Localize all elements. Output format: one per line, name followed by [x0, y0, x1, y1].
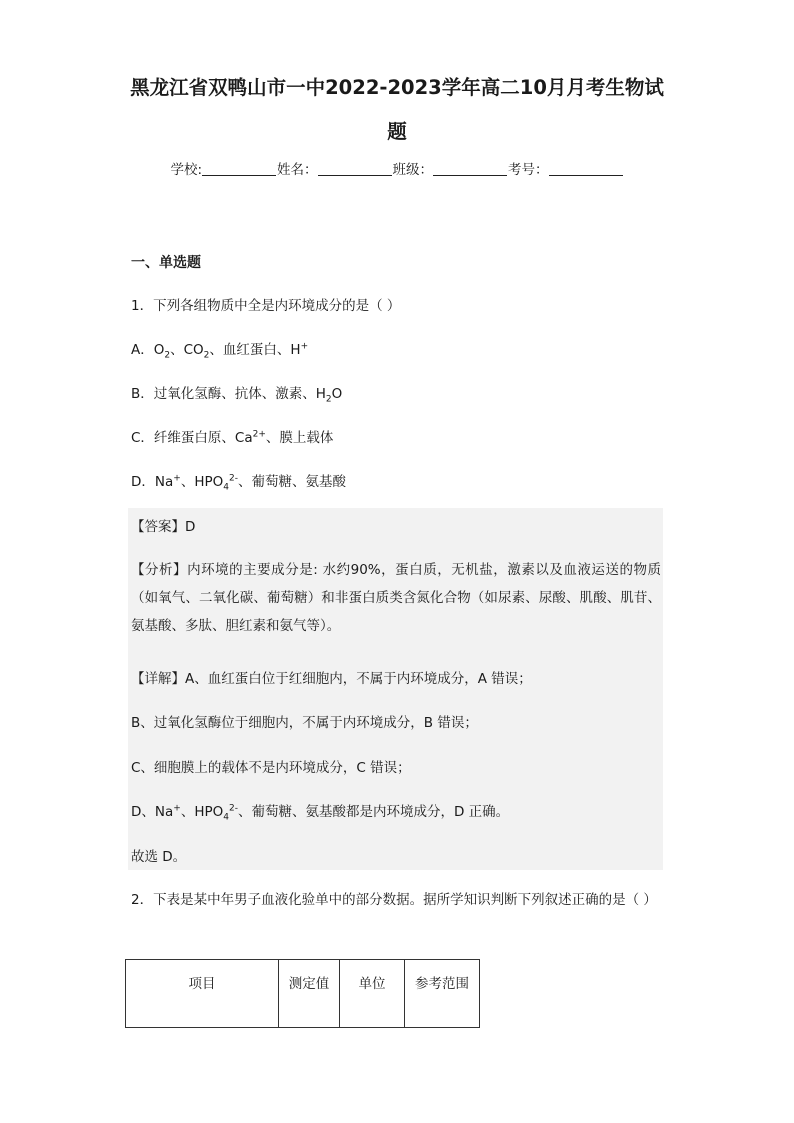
option-c-text: 、膜上载体: [265, 430, 334, 446]
analysis-paragraph: [131, 556, 661, 640]
exam-no-label: 考号：: [508, 162, 549, 178]
class-label: 班级：: [392, 162, 434, 178]
option-a-text: 、血红蛋白、H: [209, 342, 301, 358]
detail-d-sub: 4: [223, 812, 229, 823]
detail-a: 【详解】A、血红蛋白位于红细胞内，不属于内环境成分，A 错误；: [131, 671, 532, 687]
table-header-item: 项目: [126, 960, 279, 1028]
option-d-text: 、HPO: [180, 474, 224, 490]
option-b-text: B．过氧化氢酶、抗体、激素、H: [131, 386, 326, 402]
question-1-option-d: [131, 470, 346, 493]
option-c-text: C．纤维蛋白原、Ca: [131, 430, 253, 446]
detail-d-sup: 2-: [228, 803, 238, 814]
detail-d-text: 、HPO: [180, 804, 224, 820]
option-c-sup: 2+: [252, 429, 266, 440]
detail-d-sup: +: [173, 803, 181, 814]
option-b-sub: 2: [325, 394, 332, 405]
detail-d: [131, 800, 510, 823]
exam-no-blank: [549, 161, 623, 176]
document-title: [110, 66, 684, 154]
detail-d-text: D、Na: [131, 804, 174, 820]
option-d-text: D．Na: [131, 474, 174, 490]
detail-d-text: 、葡萄糖、氨基酸都是内环境成分，D 正确。: [237, 804, 510, 820]
table-header-measured: 测定值: [279, 960, 340, 1028]
blood-test-table: [125, 959, 480, 1028]
detail-b: B、过氧化氢酶位于细胞内，不属于内环境成分，B 错误；: [131, 715, 478, 731]
detail-c: C、细胞膜上的载体不是内环境成分，C 错误；: [131, 760, 411, 776]
student-info-row: [0, 158, 794, 178]
answer-line: 【答案】D: [131, 519, 196, 535]
question-1-option-c: [131, 426, 333, 446]
school-blank: [202, 161, 276, 176]
conclusion: 故选 D。: [131, 849, 187, 865]
table-header-row: [126, 960, 480, 1028]
option-a-sup: +: [300, 341, 309, 352]
option-b-text: O: [331, 386, 343, 402]
analysis-label: 【分析】: [131, 562, 188, 578]
question-1-stem: 1．下列各组物质中全是内环境成分的是（ ）: [131, 298, 401, 314]
option-a-sub: 2: [164, 350, 171, 361]
school-label: 学校:: [170, 162, 203, 178]
option-a-sub: 2: [203, 350, 210, 361]
section-heading: 一、单选题: [131, 255, 201, 271]
class-blank: [433, 161, 507, 176]
title-line-1: 黑龙江省双鸭山市一中2022-2023学年高二10月月考生物试: [130, 76, 664, 99]
analysis-text: 内环境的主要成分是: 水约90%，蛋白质，无机盐，激素以及血液运送的物质（如氧气、二氧化碳、葡萄糖）和非蛋白质类含氮化合物（如尿素、尿酸、肌酸、肌苷、氨基酸、多肽、胆红素和氨气等）。: [131, 562, 661, 634]
table-header-reference: 参考范围: [405, 960, 480, 1028]
option-a-text: A．O: [131, 342, 165, 358]
title-line-2: 题: [387, 120, 407, 143]
option-d-text: 、葡萄糖、氨基酸: [237, 474, 346, 490]
name-blank: [318, 161, 392, 176]
option-d-sup: 2-: [228, 473, 238, 484]
question-1-option-a: [131, 338, 309, 361]
option-d-sup: +: [173, 473, 181, 484]
option-a-text: 、CO: [170, 342, 204, 358]
name-label: 姓名：: [277, 162, 318, 178]
table-header-unit: 单位: [340, 960, 405, 1028]
question-2-stem: 2．下表是某中年男子血液化验单中的部分数据。据所学知识判断下列叙述正确的是（ ）: [131, 892, 657, 908]
option-d-sub: 4: [223, 482, 229, 493]
question-1-option-b: [131, 382, 343, 405]
